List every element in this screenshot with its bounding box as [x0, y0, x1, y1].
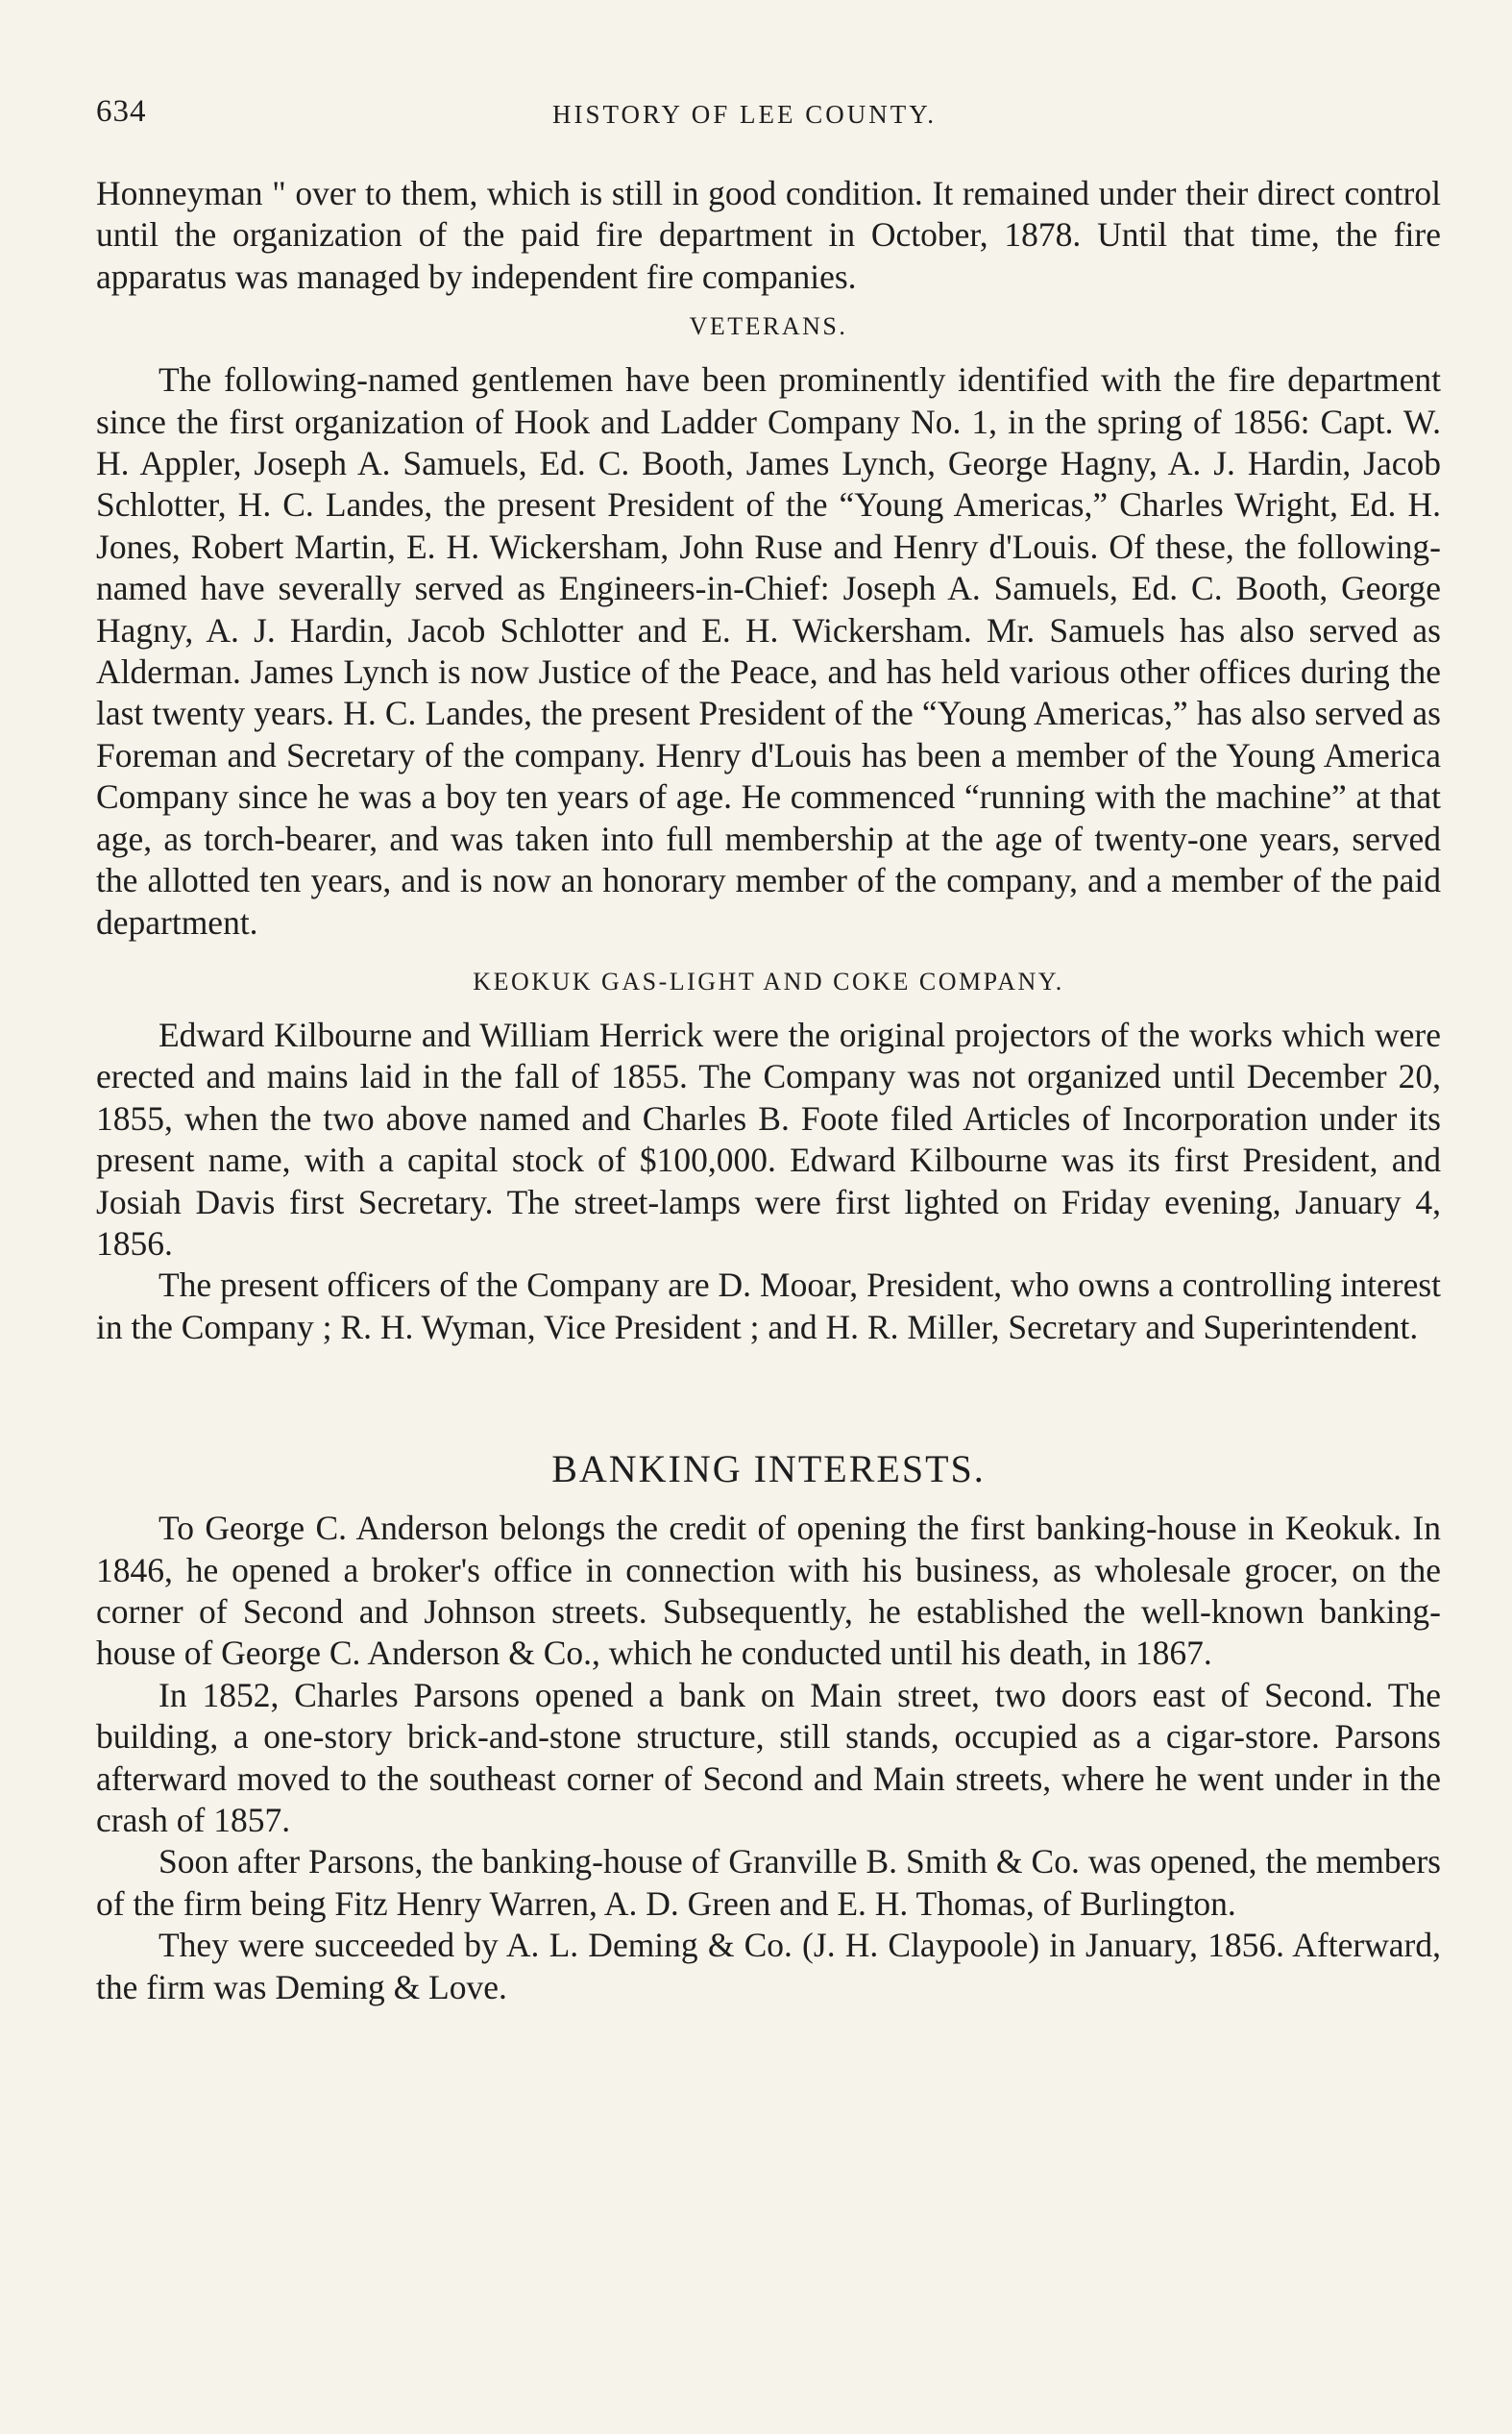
banking-heading: BANKING INTERESTS.: [551, 1447, 986, 1491]
gas-company-paragraph: The present officers of the Company are D. Mooar, President, who owns a controlling interest in the Company ; R. H. Wyman, Vice President ; and H. R. Miller, Secretary and Superintendent.: [96, 1266, 1441, 1346]
body-text: [96, 173, 1441, 2008]
banking-paragraph: In 1852, Charles Parsons opened a bank on Main street, two doors east of Second. The building, a one-story brick-and-stone structure, still stands, occupied as a cigar-store. Parsons afterward moved to the southeast corner of Second and Main streets, where he went under in the crash of 1857.: [96, 1675, 1441, 1839]
gas-company-paragraph: Edward Kilbourne and William Herrick were the original projectors of the works which were erected and mains laid in the fall of 1855. The Company was not organized until December 20, 1855, when the two above named and Charles B. Foote filed Articles of Incorporation under its present name, with a capital stock of $100,000. Edward Kilbourne was its first President, and Josiah Davis first Secretary. The street-lamps were first lighted on Friday evening, January 4, 1856.: [96, 1015, 1441, 1263]
veterans-paragraph: The following-named gentlemen have been prominently identified with the fire department since the first organization of Hook and Ladder Company No. 1, in the spring of 1856: Capt. W. H. Appler, Joseph A. Samuels, Ed. C. Booth, James Lynch, George Hagny, A. J. Hardin, Jacob Schlotter, H. C. Landes, the present President of the “Young Americas,” Charles Wright, Ed. H. Jones, Robert Martin, E. H. Wickersham, John Ruse and Henry d'Louis. Of these, the following-named have severally served as Engineers-in-Chief: Joseph A. Samuels, Ed. C. Booth, George Hagny, A. J. Hardin, Jacob Schlotter and E. H. Wickersham. Mr. Samuels has also served as Alderman. James Lynch is now Justice of the Peace, and has held various other offices during the last twenty years. H. C. Landes, the present President of the “Young Americas,” has also served as Foreman and Secretary of the company. Henry d'Louis has been a member of the Young America Company since he was a boy ten years of age. He commenced “running with the machine” at that age, as torch-bearer, and was taken into full membership at the age of twenty-one years, served the allotted ten years, and is now an honorary member of the company, and a member of the paid department.: [96, 360, 1441, 942]
fire-continued-paragraph: Honneyman " over to them, which is still in good condition. It remained under their direct control until the organization of the paid fire department in October, 1878. Until that time, the fire apparatus was managed by independent fire companies.: [96, 174, 1441, 296]
banking-paragraph: Soon after Parsons, the banking-house of Granville B. Smith & Co. was opened, the members of the firm being Fitz Henry Warren, A. D. Green and E. H. Thomas, of Burlington.: [96, 1842, 1441, 1923]
veterans-heading: VETERANS.: [689, 312, 848, 341]
banking-paragraph: To George C. Anderson belongs the credit of opening the first banking-house in Keokuk. In 1846, he opened a broker's office in connection with his business, as wholesale grocer, on the corner of Second and Johnson streets. Subsequently, he established the well-known banking-house of George C. Anderson & Co., which he conducted until his death, in 1867.: [96, 1509, 1441, 1673]
running-title: HISTORY OF LEE COUNTY.: [552, 100, 938, 129]
gas-company-heading: KEOKUK GAS-LIGHT AND COKE COMPANY.: [473, 967, 1064, 996]
page-number: 634: [96, 94, 147, 129]
banking-paragraph: They were succeeded by A. L. Deming & Co. (J. H. Claypoole) in January, 1856. Afterward, the firm was Deming & Love.: [96, 1926, 1441, 2006]
running-head: [96, 94, 1441, 136]
